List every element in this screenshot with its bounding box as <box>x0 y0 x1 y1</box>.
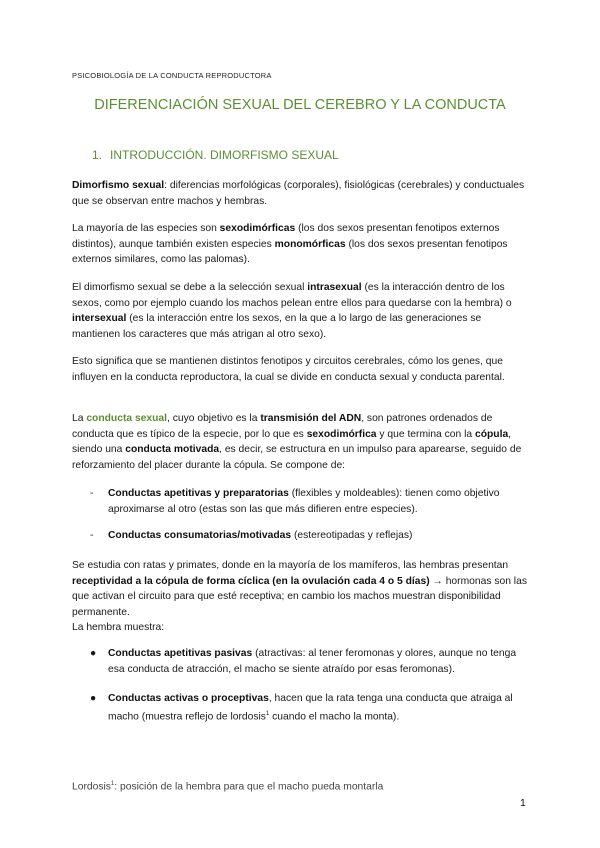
text-run: (los dos sexos presentan fenotipos externos similares, como las palomas). <box>72 238 508 266</box>
bullet-marker: ● <box>90 648 97 659</box>
term-sexodimorfica: sexodimórfica <box>306 428 377 440</box>
section-label: INTRODUCCIÓN. DIMORFISMO SEXUAL <box>110 148 339 162</box>
item-term: Conductas apetitivas pasivas <box>108 648 253 659</box>
item-text: cuando el macho la monta). <box>269 711 400 723</box>
term-sexodimorficas: sexodimórficas <box>219 223 296 234</box>
term-receptividad: receptividad a la cópula de forma cíclica (en la ovulación cada 4 o 5 días) <box>72 575 430 587</box>
text-run: , es decir, se estructura en un impulso para aparearse, seguido de reforzamiento del placer durante la cópula. Se compone de: <box>72 444 522 471</box>
text-run: → hormonas son las que activan el circuito para que esté receptiva; en cambio los machos muestran disponibilidad permanente. <box>72 575 527 618</box>
footnote-label: Lordosis <box>72 781 111 793</box>
text-run: Se estudia con ratas y primates, donde en la mayoría de los mamíferos, las hembras presentan <box>72 560 509 571</box>
list-item <box>90 486 528 517</box>
item-text: (flexibles y moldeables): tienen como objetivo aproximarse al otro (estas son las que más difieren entre especies). <box>108 488 500 515</box>
term-monomorficas: monomórficas <box>274 238 346 250</box>
term-dimorfismo: Dimorfismo sexual <box>72 180 165 191</box>
term-copula: cópula <box>474 428 509 440</box>
text-run: La mayoría de las especies son <box>72 223 220 234</box>
running-header: PSICOBIOLOGÍA DE LA CONDUCTA REPRODUCTORA <box>72 71 272 80</box>
page-number: 1 <box>520 797 526 809</box>
section-heading <box>92 148 339 162</box>
text-run: , siendo una <box>72 428 512 456</box>
paragraph-ratas-primates <box>72 558 528 636</box>
paragraph-fenotipos <box>72 354 528 385</box>
document-title: DIFERENCIACIÓN SEXUAL DEL CEREBRO Y LA CONDUCTA <box>94 97 506 113</box>
term-intrasexual: intrasexual <box>307 282 362 293</box>
text-run: y que termina con la <box>376 428 475 440</box>
term-conducta-motivada: conducta motivada <box>125 444 220 456</box>
item-text: (atractivas: al tener feromonas y olores, aunque no tenga esa conducta de atracción, el macho se siente atraído por esas feromonas). <box>108 648 517 675</box>
dash-marker: - <box>90 530 94 541</box>
paragraph-dimorfismo <box>72 178 528 209</box>
bullet-marker: ● <box>90 693 97 704</box>
dash-marker: - <box>90 488 94 499</box>
text-run: (los dos sexos presentan fenotipos externos distintos), aunque también existen especies <box>72 223 500 250</box>
footnote-text: : posición de la hembra para que el macho pueda montarla <box>114 781 384 793</box>
item-term: Conductas consumatorias/motivadas <box>108 530 292 541</box>
paragraph-seleccion <box>72 280 528 342</box>
footnote-ref[interactable]: 1 <box>265 710 270 717</box>
text-run: La hembra muestra: <box>72 622 165 634</box>
text-run: (es la interacción dentro de los sexos, como por ejemplo cuando los machos pelean entre ellos para quedarse con la hembra) o <box>72 282 512 309</box>
paragraph-especies <box>72 221 528 268</box>
item-text: , hacen que la rata tenga una conducta que atraiga al macho (muestra reflejo de lordosis <box>108 693 513 723</box>
text-run: : diferencias morfológicas (corporales), fisiológicas (cerebrales) y conductuales que se observan entre machos y hembras. <box>72 180 525 207</box>
term-intersexual: intersexual <box>72 313 127 325</box>
list-item <box>90 646 528 677</box>
text-run: Esto significa que se mantienen distintos fenotipos y circuitos cerebrales, cómo los genes, que influyen en la conducta reproductora, la cual se divide en conducta sexual y conducta parental. <box>72 356 505 383</box>
item-term: Conductas apetitivas y preparatorias <box>108 488 289 499</box>
paragraph-conducta-sexual <box>72 411 528 473</box>
footnote <box>72 781 383 792</box>
list-item <box>90 691 528 725</box>
term-transmision-adn: transmisión del ADN <box>260 413 362 424</box>
section-number: 1. <box>92 148 103 162</box>
item-term: Conductas activas o proceptivas <box>108 693 269 704</box>
text-run: (es la interacción entre los sexos, en la que a lo largo de las generaciones se mantienen los caracteres que más atrigan al otro sexo). <box>72 313 482 340</box>
item-text: (estereotipadas y reflejas) <box>291 530 413 541</box>
text-run: , son patrones ordenados de conducta que es típico de la especie, por lo que es <box>72 413 493 440</box>
term-conducta-sexual: conducta sexual <box>86 413 168 424</box>
text-run: El dimorfismo sexual se debe a la selección sexual <box>72 282 308 293</box>
text-run: La <box>72 413 87 424</box>
list-item <box>90 528 528 544</box>
footnote-marker: 1 <box>110 781 115 787</box>
text-run: , cuyo objetivo es la <box>167 413 261 424</box>
